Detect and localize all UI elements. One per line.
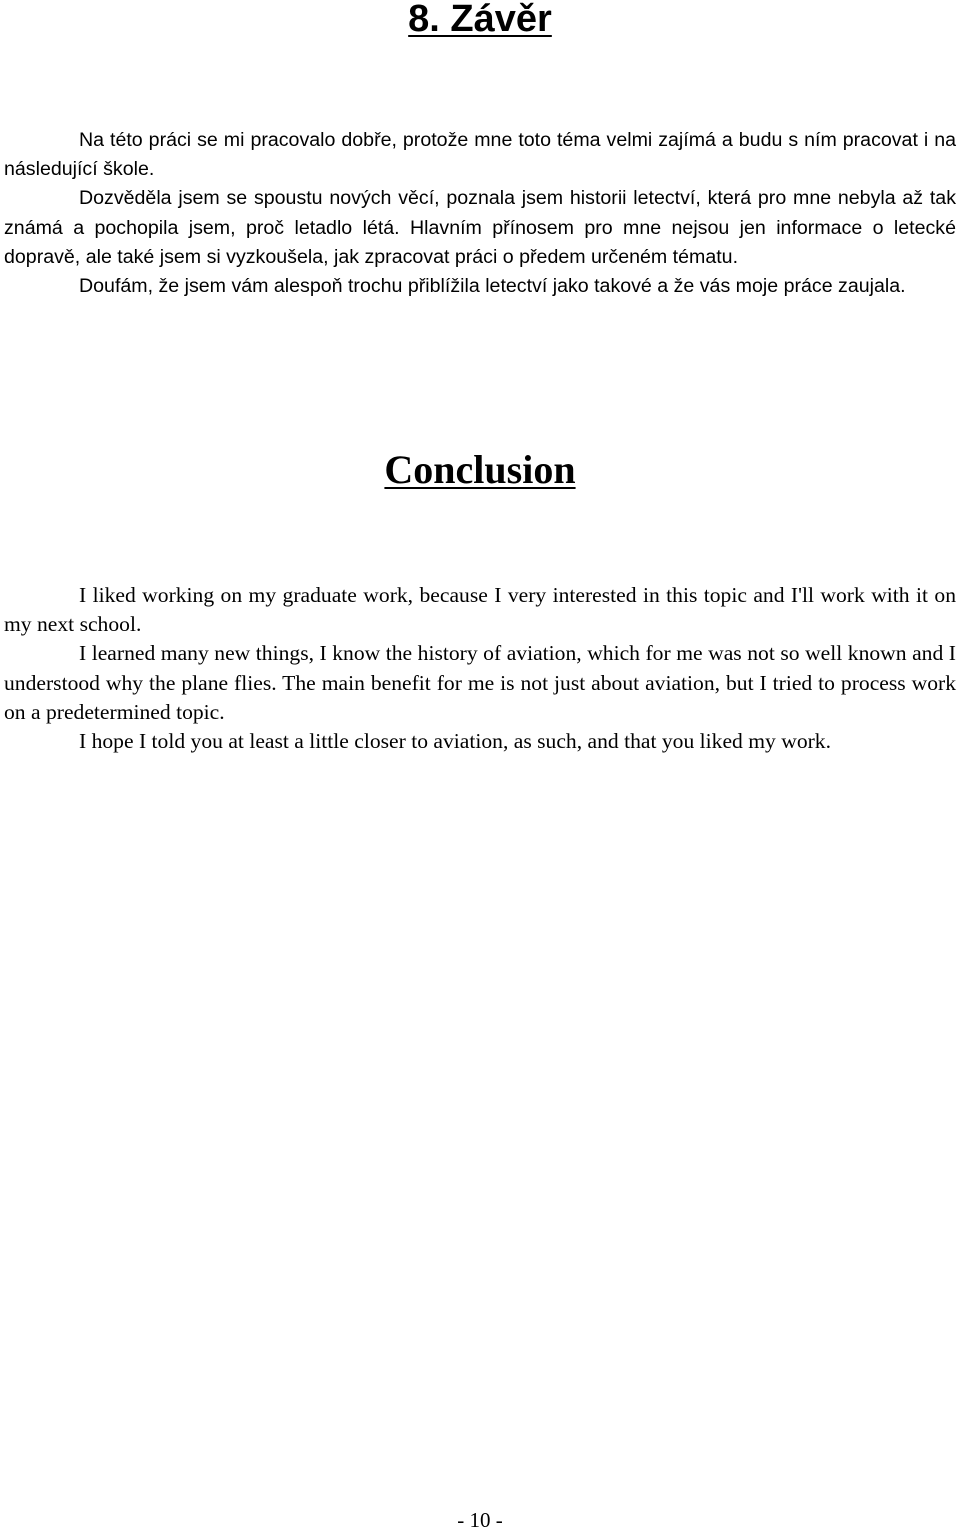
section-heading-zaver: 8. Závěr xyxy=(408,0,552,40)
page-number: - 10 - xyxy=(457,1508,503,1532)
section-body-cz xyxy=(4,126,956,301)
section-body-en xyxy=(4,581,956,756)
paragraph-en-1: I liked working on my graduate work, because I very interested in this topic and I'll work with it on my next school. xyxy=(4,583,956,637)
paragraph-cz-2: Dozvěděla jsem se spoustu nových věcí, poznala jsem historii letectví, která pro mne nebyla až tak známá a pochopila jsem, proč letadlo létá. Hlavním přínosem pro mne nejsou jen informace o letecké dopravě, ale také jsem si vyzkoušela, jak zpracovat práci o předem určeném tématu. xyxy=(4,187,956,268)
paragraph-en-3: I hope I told you at least a little closer to aviation, as such, and that you liked my work. xyxy=(79,729,832,754)
section-heading-conclusion: Conclusion xyxy=(384,447,576,492)
paragraph-cz-3: Doufám, že jsem vám alespoň trochu přiblížila letectví jako takové a že vás moje práce zaujala. xyxy=(79,275,906,298)
paragraph-en-2: I learned many new things, I know the history of aviation, which for me was not so well known and I understood why the plane flies. The main benefit for me is not just about aviation, but I tried to process work on a predetermined topic. xyxy=(4,641,956,724)
paragraph-cz-1: Na této práci se mi pracovalo dobře, protože mne toto téma velmi zajímá a budu s ním pracovat i na následující škole. xyxy=(4,129,956,181)
